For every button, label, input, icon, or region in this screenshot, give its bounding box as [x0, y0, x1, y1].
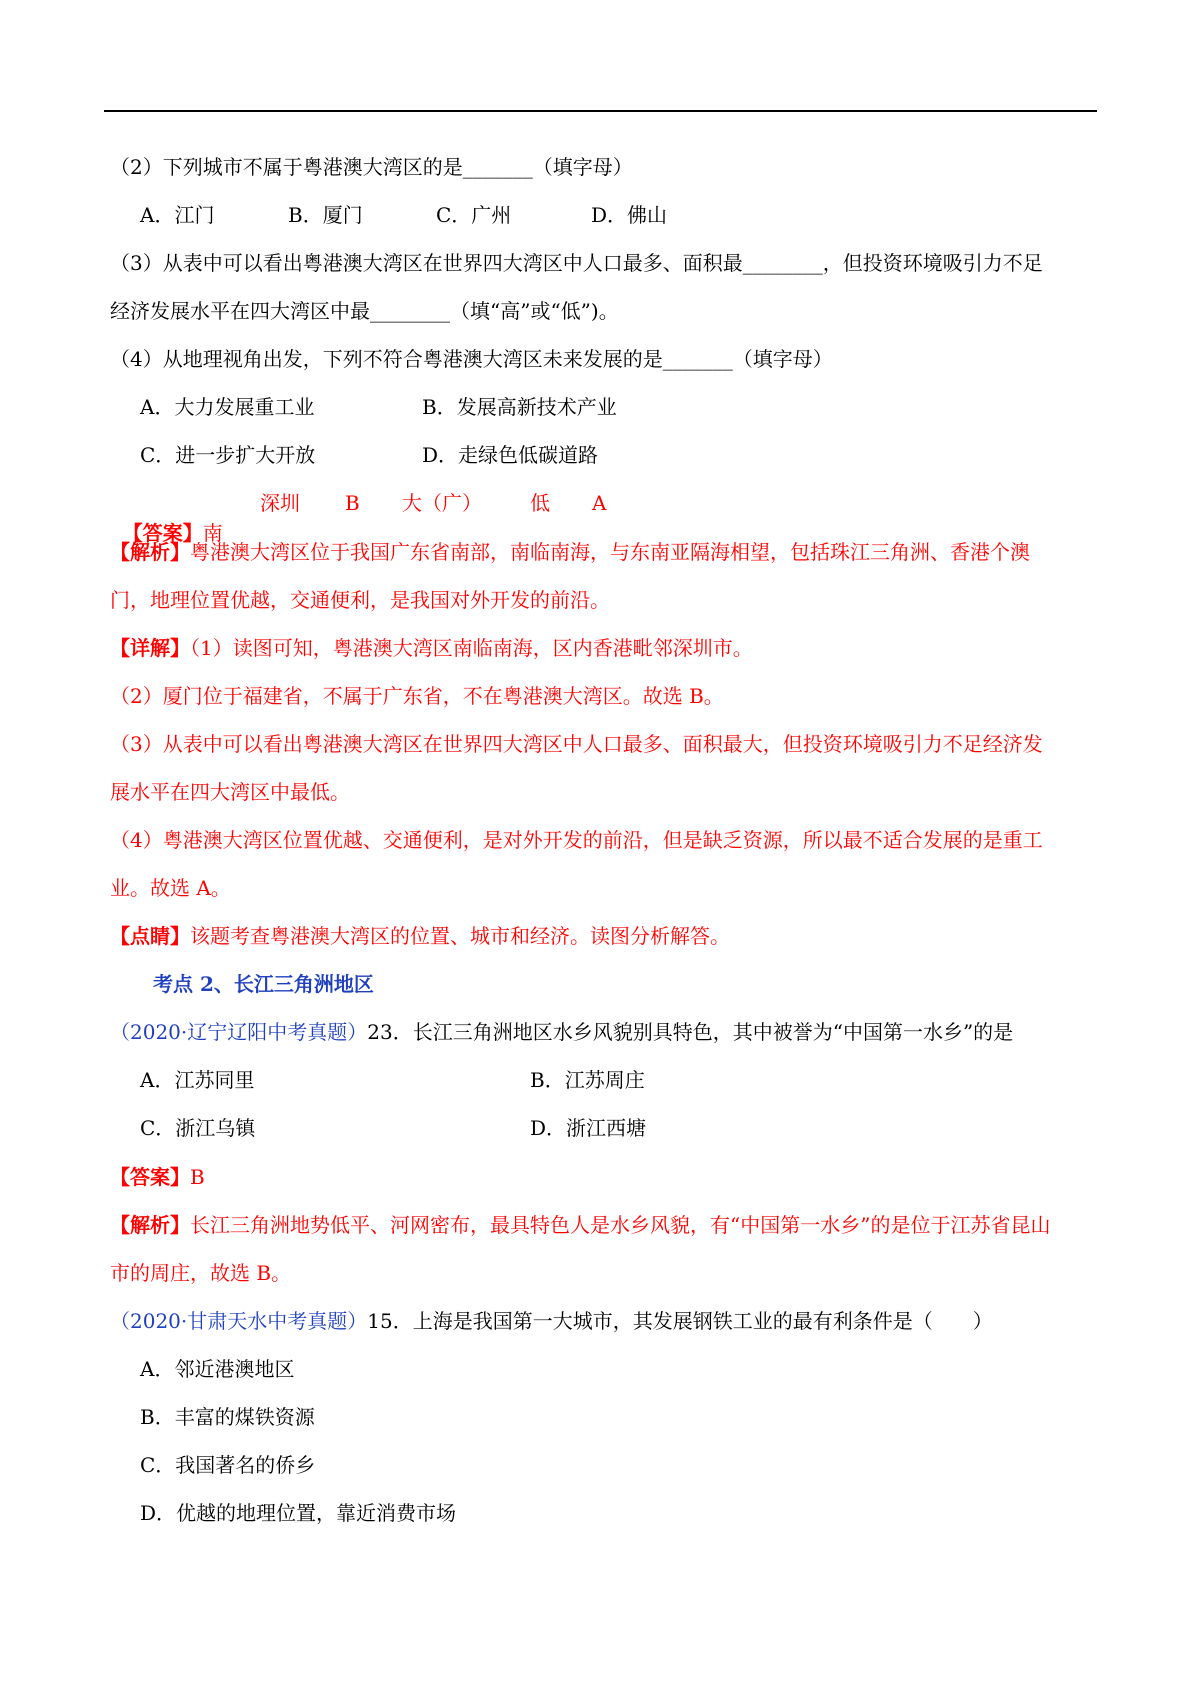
- answer-item: 低: [530, 491, 550, 515]
- q15-text: 15．上海是我国第一大城市，其发展钢铁工业的最有利条件是（ ）: [367, 1309, 993, 1333]
- q15-stem: [110, 1306, 993, 1336]
- q23-stem: [110, 1017, 1013, 1047]
- q4-option-d: D．走绿色低碳道路: [422, 443, 599, 467]
- q2-option-d: D．佛山: [591, 203, 668, 227]
- answer-item: 南: [202, 521, 223, 545]
- answer-label: 【答案】: [110, 1165, 190, 1189]
- q3-line-1: （3）从表中可以看出粤港澳大湾区在世界四大湾区中人口最多、面积最________，但投资环境吸引力不足: [110, 251, 1043, 275]
- answer-label: 【答案】: [122, 521, 203, 545]
- q15-source: （2020·甘肃天水中考真题）: [110, 1309, 368, 1333]
- q2-stem: （2）下列城市不属于粤港澳大湾区的是_______（填字母）: [110, 155, 633, 179]
- q2-option-b: B．厦门: [288, 203, 363, 227]
- q15-option-d: D．优越的地理位置，靠近消费市场: [140, 1501, 457, 1525]
- detail-p4-line-2: 业。故选 A。: [110, 876, 231, 900]
- section-title: 考点 2、长江三角洲地区: [153, 972, 374, 996]
- header-rule: [104, 110, 1097, 112]
- q15-option-b: B．丰富的煤铁资源: [140, 1405, 315, 1429]
- detail-p4-line-1: （4）粤港澳大湾区位置优越、交通便利，是对外开发的前沿，但是缺乏资源，所以最不适合发展的是重工: [110, 828, 1043, 852]
- q23-option-b: B．江苏周庄: [530, 1068, 645, 1092]
- detail-p1: [110, 633, 753, 663]
- answer-text: B: [190, 1165, 205, 1189]
- comment: [110, 921, 730, 951]
- q15-option-a: A．邻近港澳地区: [140, 1357, 295, 1381]
- detail-p3-line-1: （3）从表中可以看出粤港澳大湾区在世界四大湾区中人口最多、面积最大，但投资环境吸引力不足经济发: [110, 732, 1043, 756]
- analysis-text: 粤港澳大湾区位于我国广东省南部，南临南海，与东南亚隔海相望，包括珠江三角洲、香港个澳: [190, 540, 1030, 564]
- answer-block-2: [110, 1162, 205, 1192]
- answer-item: A: [592, 491, 607, 515]
- q4-stem: （4）从地理视角出发，下列不符合粤港澳大湾区未来发展的是_______（填字母）: [110, 347, 833, 371]
- q2-option-a: A．江门: [140, 203, 215, 227]
- analysis-label: 【解析】: [110, 540, 190, 564]
- analysis-1-line-2: 门，地理位置优越，交通便利，是我国对外开发的前沿。: [110, 588, 610, 612]
- q23-text: 23．长江三角洲地区水乡风貌别具特色，其中被誉为“中国第一水乡”的是: [367, 1020, 1014, 1044]
- q4-option-a: A．大力发展重工业: [140, 395, 315, 419]
- q4-option-b: B．发展高新技术产业: [422, 395, 617, 419]
- answer-item: 深圳: [260, 491, 300, 515]
- q4-option-c: C．进一步扩大开放: [140, 443, 316, 467]
- q23-option-c: C．浙江乌镇: [140, 1116, 256, 1140]
- analysis-label: 【解析】: [110, 1213, 190, 1237]
- answer-item: B: [345, 491, 360, 515]
- analysis-text: 长江三角洲地势低平、河网密布，最具特色人是水乡风貌，有“中国第一水乡”的是位于江苏省昆山: [190, 1213, 1051, 1237]
- comment-label: 【点睛】: [110, 924, 190, 948]
- detail-text: （1）读图可知，粤港澳大湾区南临南海，区内香港毗邻深圳市。: [190, 636, 753, 660]
- q23-option-d: D．浙江西塘: [530, 1116, 647, 1140]
- detail-label: 【详解】: [110, 636, 190, 660]
- answer-item: 大（广）: [402, 491, 482, 515]
- analysis-2-line-2: 市的周庄，故选 B。: [110, 1261, 292, 1285]
- q3-line-2: 经济发展水平在四大湾区中最________（填“高”或“低”)。: [110, 299, 619, 323]
- q2-option-c: C．广州: [436, 203, 512, 227]
- detail-p2: （2）厦门位于福建省，不属于广东省，不在粤港澳大湾区。故选 B。: [110, 684, 724, 708]
- analysis-1-line-1: [110, 537, 1030, 567]
- comment-text: 该题考查粤港澳大湾区的位置、城市和经济。读图分析解答。: [190, 924, 730, 948]
- q23-source: （2020·辽宁辽阳中考真题）: [110, 1020, 368, 1044]
- q23-option-a: A．江苏同里: [140, 1068, 255, 1092]
- analysis-2-line-1: [110, 1210, 1050, 1240]
- q15-option-c: C．我国著名的侨乡: [140, 1453, 316, 1477]
- detail-p3-line-2: 展水平在四大湾区中最低。: [110, 780, 350, 804]
